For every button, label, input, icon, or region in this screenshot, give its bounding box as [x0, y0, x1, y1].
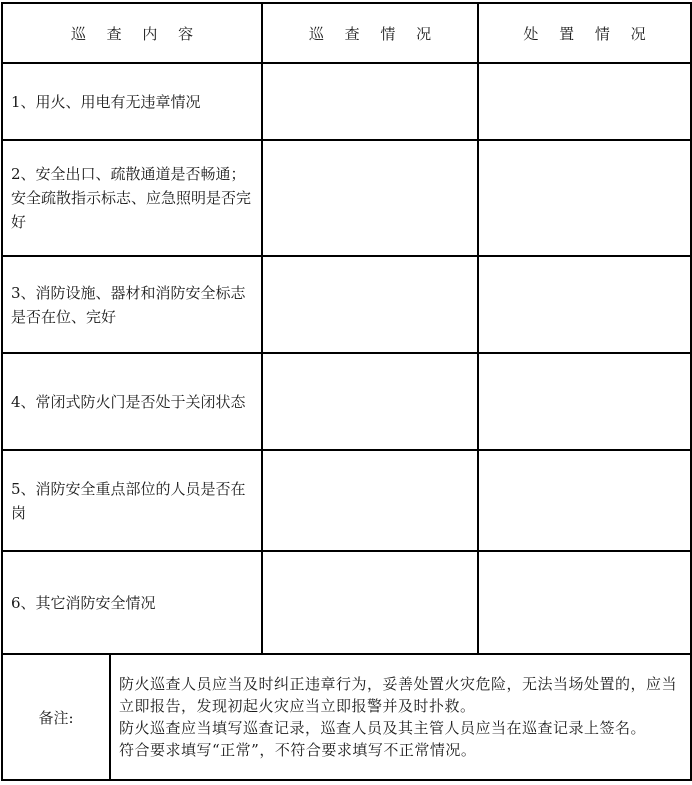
inspection-cell[interactable]	[262, 140, 478, 256]
remarks-row	[2, 654, 691, 780]
inspection-cell[interactable]	[262, 551, 478, 654]
disposal-cell[interactable]	[478, 551, 691, 654]
row-content: 4、常闭式防火门是否处于关闭状态	[2, 353, 262, 450]
table-row	[2, 450, 691, 551]
inspection-cell[interactable]	[262, 256, 478, 353]
row-content: 2、安全出口、疏散通道是否畅通；安全疏散指示标志、应急照明是否完好	[2, 140, 262, 256]
header-disposal-status: 处 置 情 况	[478, 3, 691, 63]
header-patrol-content: 巡 查 内 容	[2, 3, 262, 63]
header-patrol-status: 巡 查 情 况	[262, 3, 478, 63]
remark-line: 防火巡查人员应当及时纠正违章行为，妥善处置火灾危险，无法当场处置的，应当立即报告，发现初起火灾应当立即报警并及时扑救。	[119, 675, 678, 715]
row-content: 1、用火、用电有无违章情况	[2, 63, 262, 140]
table-row	[2, 140, 691, 256]
inspection-cell[interactable]	[262, 63, 478, 140]
row-content: 5、消防安全重点部位的人员是否在岗	[2, 450, 262, 551]
disposal-cell[interactable]	[478, 450, 691, 551]
inspection-cell[interactable]	[262, 450, 478, 551]
row-content: 3、消防设施、器材和消防安全标志是否在位、完好	[2, 256, 262, 353]
table-row	[2, 256, 691, 353]
table-row	[2, 63, 691, 140]
disposal-cell[interactable]	[478, 256, 691, 353]
row-content: 6、其它消防安全情况	[2, 551, 262, 654]
table-row	[2, 353, 691, 450]
remark-line: 防火巡查应当填写巡查记录，巡查人员及其主管人员应当在巡查记录上签名。	[119, 719, 647, 737]
fire-patrol-record-table	[1, 2, 692, 781]
remarks-label: 备注:	[2, 654, 110, 780]
remarks-text	[110, 654, 691, 780]
inspection-cell[interactable]	[262, 353, 478, 450]
disposal-cell[interactable]	[478, 63, 691, 140]
disposal-cell[interactable]	[478, 353, 691, 450]
header-row	[2, 3, 691, 63]
disposal-cell[interactable]	[478, 140, 691, 256]
table-row	[2, 551, 691, 654]
remark-line: 符合要求填写“正常”，不符合要求填写不正常情况。	[119, 741, 477, 759]
